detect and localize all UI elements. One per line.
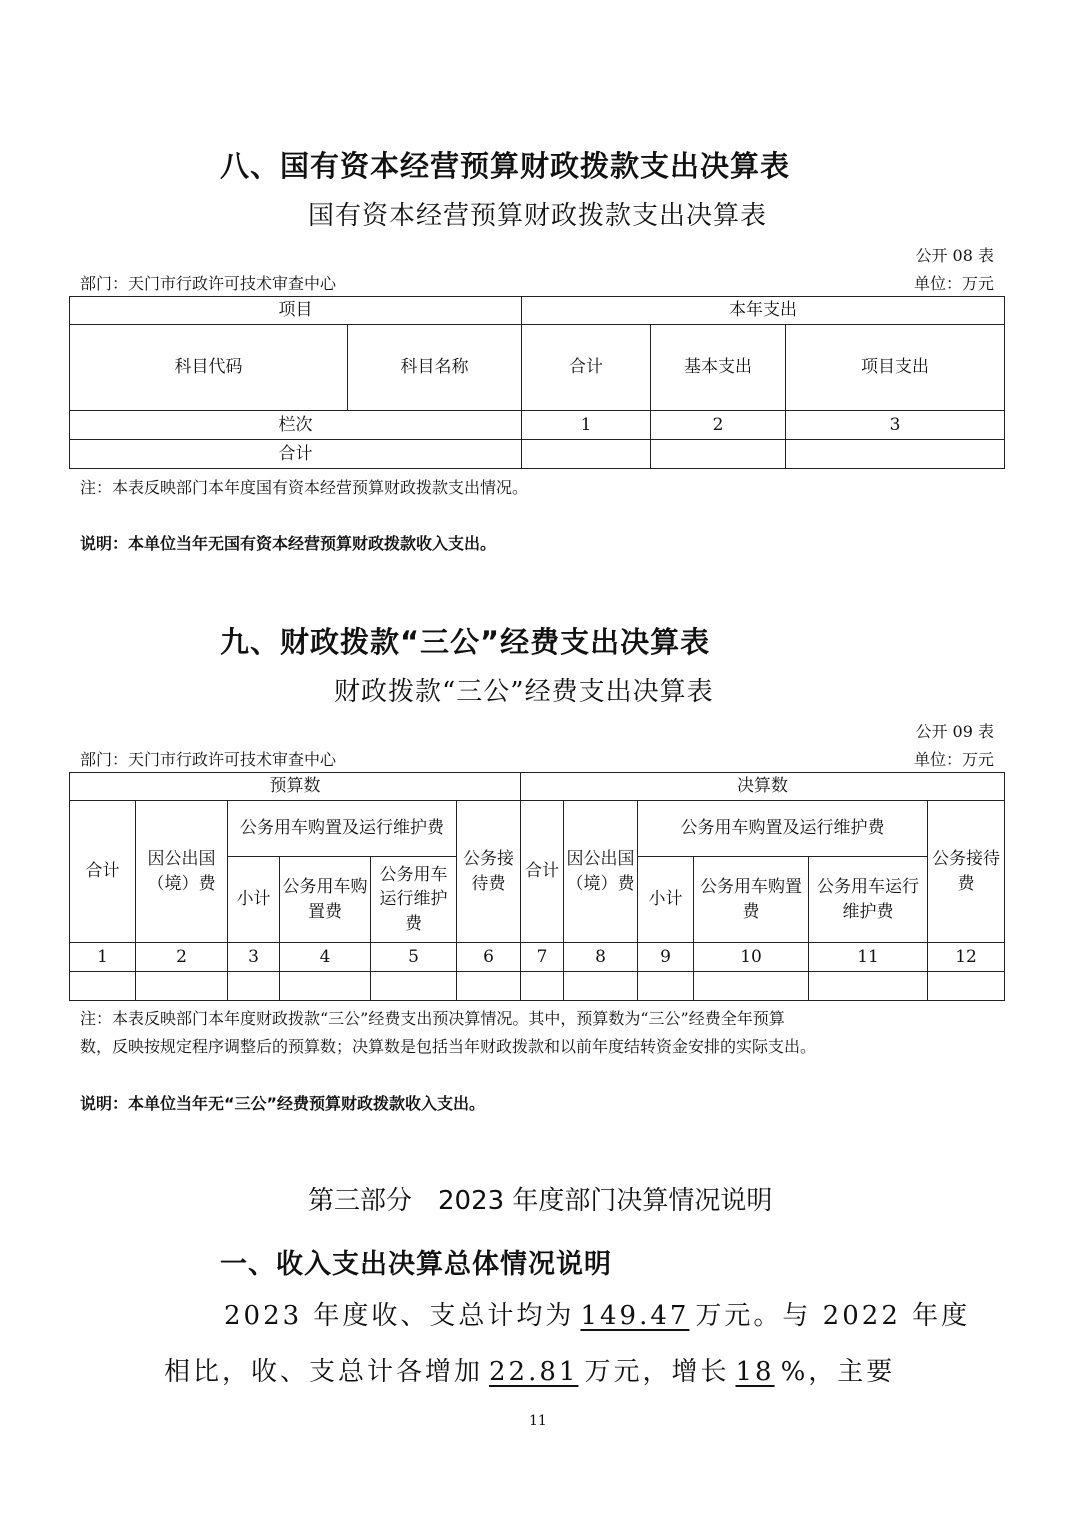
budget-overseas-travel: 因公出国（境）费 [136,801,228,943]
column-number: 11 [809,943,928,972]
budget-vehicle-expense: 公务用车购置及运行维护费 [228,801,457,857]
growth-percent-value: 18 [735,1357,775,1387]
final-total: 合计 [521,801,564,943]
final-vehicle-operation: 公务用车运行维护费 [809,857,928,943]
column-number: 3 [228,943,280,972]
header-budget: 预算数 [70,773,521,801]
part3-heading: 第三部分 2023 年度部门决算情况说明 [308,1186,773,1216]
column-number: 9 [638,943,694,972]
text-segment: 相比，收、支总计各增加 [164,1357,484,1387]
column-number: 12 [928,943,1005,972]
section9-note-line2: 数，反映按规定程序调整后的预算数；决算数是包括当年财政拨款和以前年度结转资金安排的实际支出。 [80,1037,817,1056]
final-overseas-travel: 因公出国（境）费 [564,801,638,943]
increase-amount-value: 22.81 [489,1357,579,1387]
empty-cell [809,972,928,1001]
row-total-label: 合计 [70,440,522,469]
empty-cell [651,440,786,469]
empty-cell [457,972,521,1001]
text-segment: 万元，增长 [584,1357,730,1387]
section9-table-number: 公开 09 表 [915,722,994,741]
final-subtotal: 小计 [638,857,694,943]
final-reception: 公务接待费 [928,801,1005,943]
section9-unit: 单位：万元 [913,750,994,769]
text-segment: %，主要 [780,1357,896,1387]
budget-vehicle-purchase: 公务用车购置费 [280,857,371,943]
column-number: 6 [457,943,521,972]
budget-vehicle-operation: 公务用车运行维护费 [371,857,457,943]
column-number: 10 [694,943,809,972]
state-capital-expenditure-table [69,296,1005,469]
section8-unit: 单位：万元 [913,274,994,293]
final-vehicle-expense: 公务用车购置及运行维护费 [638,801,928,857]
empty-cell [228,972,280,1001]
column-number: 1 [70,943,136,972]
total-income-expense-value: 149.47 [580,1301,690,1331]
three-public-expenses-table [69,772,1005,1001]
final-vehicle-purchase: 公务用车购置费 [694,857,809,943]
section8-note: 注：本表反映部门本年度国有资本经营预算财政拨款支出情况。 [80,478,529,497]
header-subject-code: 科目代码 [70,325,348,411]
header-basic-expense: 基本支出 [651,325,786,411]
empty-cell [136,972,228,1001]
empty-cell [371,972,457,1001]
empty-cell [694,972,809,1001]
column-number: 4 [280,943,371,972]
empty-cell [928,972,1005,1001]
section9-subtitle: 财政拨款“三公”经费支出决算表 [334,677,714,707]
column-number: 3 [786,411,1005,440]
empty-cell [280,972,371,1001]
section9-department: 部门：天门市行政许可技术审查中心 [80,750,337,769]
empty-cell [522,440,651,469]
column-number: 7 [521,943,564,972]
section8-subtitle: 国有资本经营预算财政拨款支出决算表 [308,201,768,231]
row-column-index-label: 栏次 [70,411,522,440]
section8-department: 部门：天门市行政许可技术审查中心 [80,274,337,293]
column-number: 5 [371,943,457,972]
section8-heading: 八、国有资本经营预算财政拨款支出决算表 [220,149,791,183]
section9-explanation: 说明：本单位当年无“三公”经费预算财政拨款收入支出。 [80,1094,486,1113]
column-number: 2 [651,411,786,440]
text-segment: 万元。与 2022 年度 [695,1301,971,1331]
section9-heading: 九、财政拨款“三公”经费支出决算表 [220,625,711,659]
budget-total: 合计 [70,801,136,943]
column-number: 1 [522,411,651,440]
column-number: 2 [136,943,228,972]
part3-subheading: 一、收入支出决算总体情况说明 [220,1249,612,1280]
section9-note-line1: 注：本表反映部门本年度财政拨款“三公”经费支出预决算情况。其中，预算数为“三公”经费全年预算 [80,1009,785,1028]
header-subject-name: 科目名称 [348,325,522,411]
header-project-expense: 项目支出 [786,325,1005,411]
text-segment: 2023 年度收、支总计均为 [224,1301,575,1331]
section8-explanation: 说明：本单位当年无国有资本经营预算财政拨款收入支出。 [80,534,497,553]
empty-cell [564,972,638,1001]
budget-reception: 公务接待费 [457,801,521,943]
empty-cell [70,972,136,1001]
header-total: 合计 [522,325,651,411]
part3-paragraph-line1 [224,1295,970,1332]
header-final-accounts: 决算数 [521,773,1005,801]
empty-cell [786,440,1005,469]
part3-paragraph-line2 [164,1351,895,1388]
header-current-year-expense: 本年支出 [522,297,1005,325]
empty-cell [638,972,694,1001]
column-number: 8 [564,943,638,972]
page-number: 11 [529,1413,547,1429]
budget-subtotal: 小计 [228,857,280,943]
section8-table-number: 公开 08 表 [915,246,994,265]
empty-cell [521,972,564,1001]
header-item: 项目 [70,297,522,325]
